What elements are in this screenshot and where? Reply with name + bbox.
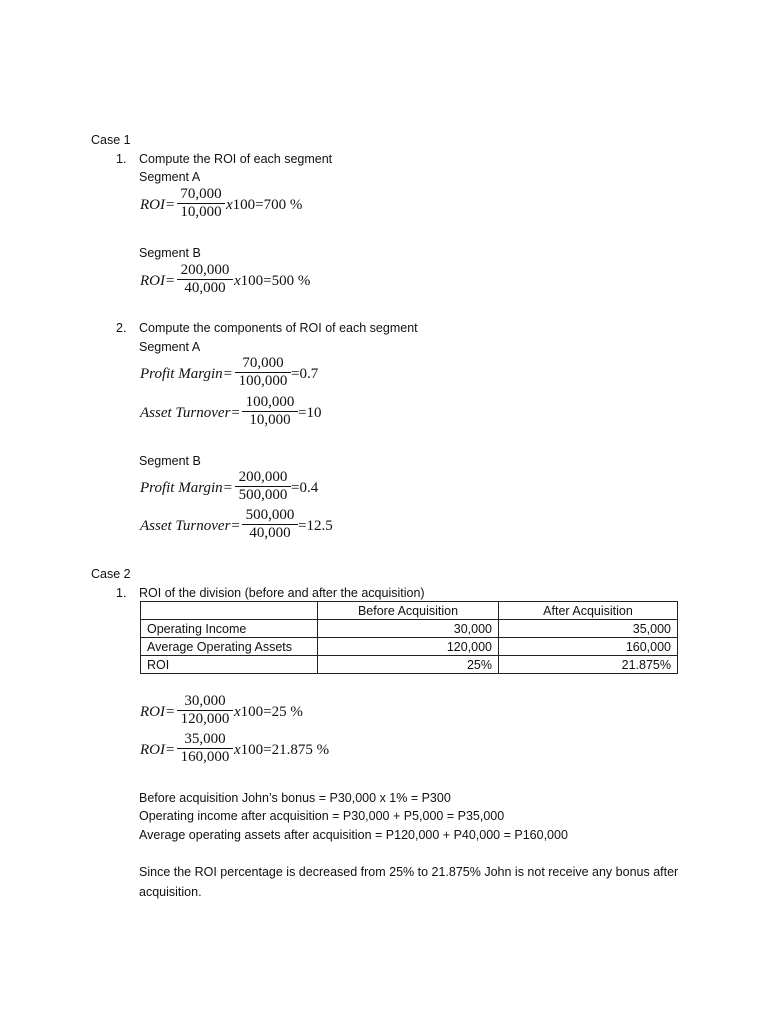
times-symbol: x (234, 273, 241, 289)
roi-after-equation (140, 731, 380, 771)
after-value: 160,000 (499, 638, 678, 656)
equation-result: 100=25 % (240, 704, 303, 720)
denominator: 10,000 (249, 412, 291, 428)
denominator: 500,000 (238, 487, 288, 503)
equation-lhs: Asset Turnover= (140, 405, 241, 421)
after-value: 21.875% (499, 656, 678, 674)
fraction (177, 731, 233, 766)
equation-result: 100=21.875 % (240, 742, 330, 758)
numerator: 70,000 (242, 355, 284, 371)
row-label: ROI (141, 656, 318, 674)
equation-lhs: Profit Margin= (140, 480, 233, 496)
case2-title: Case 2 (91, 567, 131, 581)
segment-a-label: Segment A (139, 170, 201, 184)
equation-lhs: ROI= (140, 742, 176, 758)
segment-b-label: Segment B (139, 246, 201, 260)
denominator: 10,000 (180, 204, 222, 220)
times-symbol: x (234, 742, 241, 758)
fraction (242, 507, 298, 542)
roi-comparison-table (140, 601, 678, 674)
note-bonus-before: Before acquisition John’s bonus = P30,000 x 1% = P300 (139, 791, 451, 805)
fraction (235, 469, 291, 504)
table-row (141, 620, 678, 638)
equation-lhs: Profit Margin= (140, 366, 233, 382)
asset-turnover-b-equation (140, 507, 360, 547)
equation-rhs (234, 273, 310, 290)
conclusion-line-2: acquisition. (139, 885, 202, 899)
numerator: 30,000 (184, 693, 226, 709)
case1-q1-number: 1. (116, 152, 127, 166)
equation-lhs: ROI= (140, 197, 176, 213)
before-value: 120,000 (318, 638, 499, 656)
roi-segment-b-equation (140, 262, 340, 302)
denominator: 120,000 (180, 711, 230, 727)
equation-result: 100=700 % (232, 197, 303, 213)
case1-q2-number: 2. (116, 321, 127, 335)
case2-q1-text: ROI of the division (before and after the acquisition) (139, 586, 425, 600)
segment-a-label: Segment A (139, 340, 201, 354)
equation-rhs (234, 742, 329, 759)
case1-title: Case 1 (91, 133, 131, 147)
equation-lhs: Asset Turnover= (140, 518, 241, 534)
fraction (177, 262, 233, 297)
roi-segment-a-equation (140, 186, 340, 226)
table-header-empty (141, 602, 318, 620)
profit-margin-a-equation (140, 355, 360, 395)
times-symbol: x (234, 704, 241, 720)
table-header-before: Before Acquisition (318, 602, 499, 620)
table-header-after: After Acquisition (499, 602, 678, 620)
case1-q1-text: Compute the ROI of each segment (139, 152, 333, 166)
profit-margin-b-equation (140, 469, 360, 509)
equation-result: =0.7 (291, 366, 319, 382)
numerator: 35,000 (184, 731, 226, 747)
denominator: 100,000 (238, 373, 288, 389)
after-value: 35,000 (499, 620, 678, 638)
case1-q2-text: Compute the components of ROI of each segment (139, 321, 418, 335)
fraction (242, 394, 298, 429)
note-operating-income-after: Operating income after acquisition = P30,000 + P5,000 = P35,000 (139, 809, 505, 823)
fraction (235, 355, 291, 390)
equation-result: =12.5 (298, 518, 333, 534)
case2-q1-number: 1. (116, 586, 127, 600)
table-row (141, 656, 678, 674)
row-label: Operating Income (141, 620, 318, 638)
equation-result: =0.4 (291, 480, 319, 496)
numerator: 500,000 (245, 507, 295, 523)
table-row (141, 638, 678, 656)
equation-result: 100=500 % (240, 273, 311, 289)
equation-lhs: ROI= (140, 273, 176, 289)
numerator: 100,000 (245, 394, 295, 410)
equation-rhs (234, 704, 303, 721)
roi-before-equation (140, 693, 360, 733)
numerator: 70,000 (180, 186, 222, 202)
row-label: Average Operating Assets (141, 638, 318, 656)
conclusion-line-1: Since the ROI percentage is decreased from 25% to 21.875% John is not receive any bonus after (139, 865, 679, 879)
note-average-assets-after: Average operating assets after acquisition = P120,000 + P40,000 = P160,000 (139, 828, 568, 842)
numerator: 200,000 (180, 262, 230, 278)
equation-rhs (226, 197, 302, 214)
before-value: 25% (318, 656, 499, 674)
times-symbol: x (226, 197, 233, 213)
before-value: 30,000 (318, 620, 499, 638)
denominator: 40,000 (184, 280, 226, 296)
asset-turnover-a-equation (140, 394, 360, 434)
table-header-row (141, 602, 678, 620)
equation-lhs: ROI= (140, 704, 176, 720)
segment-b-label: Segment B (139, 454, 201, 468)
numerator: 200,000 (238, 469, 288, 485)
denominator: 160,000 (180, 749, 230, 765)
fraction (177, 186, 225, 221)
denominator: 40,000 (249, 525, 291, 541)
equation-result: =10 (298, 405, 322, 421)
fraction (177, 693, 233, 728)
